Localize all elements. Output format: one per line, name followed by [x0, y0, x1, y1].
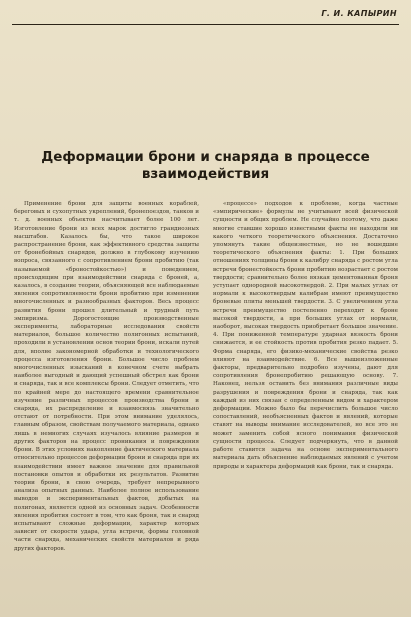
running-header-author: Г. И. КАПЫРИН [321, 9, 397, 18]
text-column-left [14, 200, 199, 612]
article-title: Деформации брони и снаряда в процессе взаимодействия [41, 149, 370, 182]
body-text-right: «процессе» подходов к проблеме, когда частные «эмпирические» формулы не учитывают всей физической сущности и общих проблем. Не случайно поэтому, что даже многие ставшие хорошо известными факты не находили ни какого четкого теоретического объяснения. Достаточно упомянуть такие общеизвестные, но не вошедшие теоретического объяснения факты: 1. При больших отношениях толщины брони к калибру снаряда с ростом угла встречи бронестойкость брони пробитию возрастает с ростом твердости; сравнительно более вязкая цементованная броня уступает однородной высокотвердой. 2. При малых углах от нормали к высокотвердым калибрам имеют преимущество броневые плиты меньшей твердости. 3. С увеличением угла встречи преимущество постепенно переходит к броне высокой твердости, а при больших углах от нормали, наоборот, высокая твердость приобретает большое значение. 4. При пониженной температуре ударная вязкость брони снижается, и ее стойкость против пробития резко падает. 5. Форма снаряда, его физико-механические свойства резко влияют на взаимодействие. 6. Все вышеизложенные факторы, предварительно подробно изучены, дают для сопротивления бронепробитию решающую основу. 7. Наконец, нельзя оставить без внимания различные виды разрушения и повреждения брони и снаряда, так как каждый из них связан с определенным видом и характером деформации. Можно было бы перечислить большое число сопоставлений, необъясненных фактов и явлений, которые ставят на выводы внимание исследователей, но все это не может заменить собой ясного понимания физической сущности процесса. Следует подчеркнуть, что в данной работе ставится задача на основе экспериментального материала дать объяснение наблюдаемых явлений с учетом природы и характера деформаций как брони, так и снаряда. [213, 201, 398, 470]
text-column-right [213, 200, 398, 612]
body-text-left: Применение брони для защиты военных кораблей, береговых и сухопутных укреплений, бронепоездов, танков и т. д. военных объектов насчитывает более 100 лет. Изготовление брони из всех марок достигло грандиозных масштабов. Казалось бы, что такое широкое распространение брони, как эффективного средства защиты от бронебойных снарядов, должно в глубокому изучению вопроса, связанного с сопротивлением брони пробитию (так называемой «броностойкостью») и поведением, происходящим при взаимодействии снаряда с броней, а, казалось, в создание теории, объясняющей все наблюдаемые явления сопротивляемости брони пробитию при изменении многочисленных и разнообразных факторов. Весь процесс развития брони прошел длительный и трудный путь эмпиризма. Дорогостоящие производственные эксперименты, лабораторные исследования свойств материалов, большое количество полигонных испытаний, проходили в установлении основ теории брони, искали путей для, вполне закономерной обработки и технологического процесса изготовления брони. Большое число проблем многочисленных изысканий в конечном счете выбрать наиболее выгодный и дающий успешный обстрел как брони и снаряда, так и все комплексы брони. Следует отметить, что по крайней мере до настоящего времени сравнительное изучение различных процессов производства брони и снаряда, их распределение и взаимосвязь значительно отстают от потребности. При этом внимание уделялось, главным образом, свойствам получаемого материала, однако лишь в немногих случаях изучалось влияние размеров и других факторов на процесс проникания и повреждения брони. В этих условиях накопление фактического материала относительно процессов деформации брони и снаряда при их взаимодействии имеет важное значение для правильной постановки опытов и обработки их результатов. Развитие теории брони, в свою очередь, требует непрерывного анализа опытных данных. Наиболее полное использование выводов и экспериментальных фактов, добытых на полигонах, является одной из основных задач. Особенности явления пробития состоят в том, что как броня, так и снаряд испытывают сложные деформации, характер которых зависит от скорости удара, угла встречи, формы головной части снаряда, механических свойств материалов и ряда других факторов. [14, 201, 199, 552]
header-rule [12, 24, 399, 25]
